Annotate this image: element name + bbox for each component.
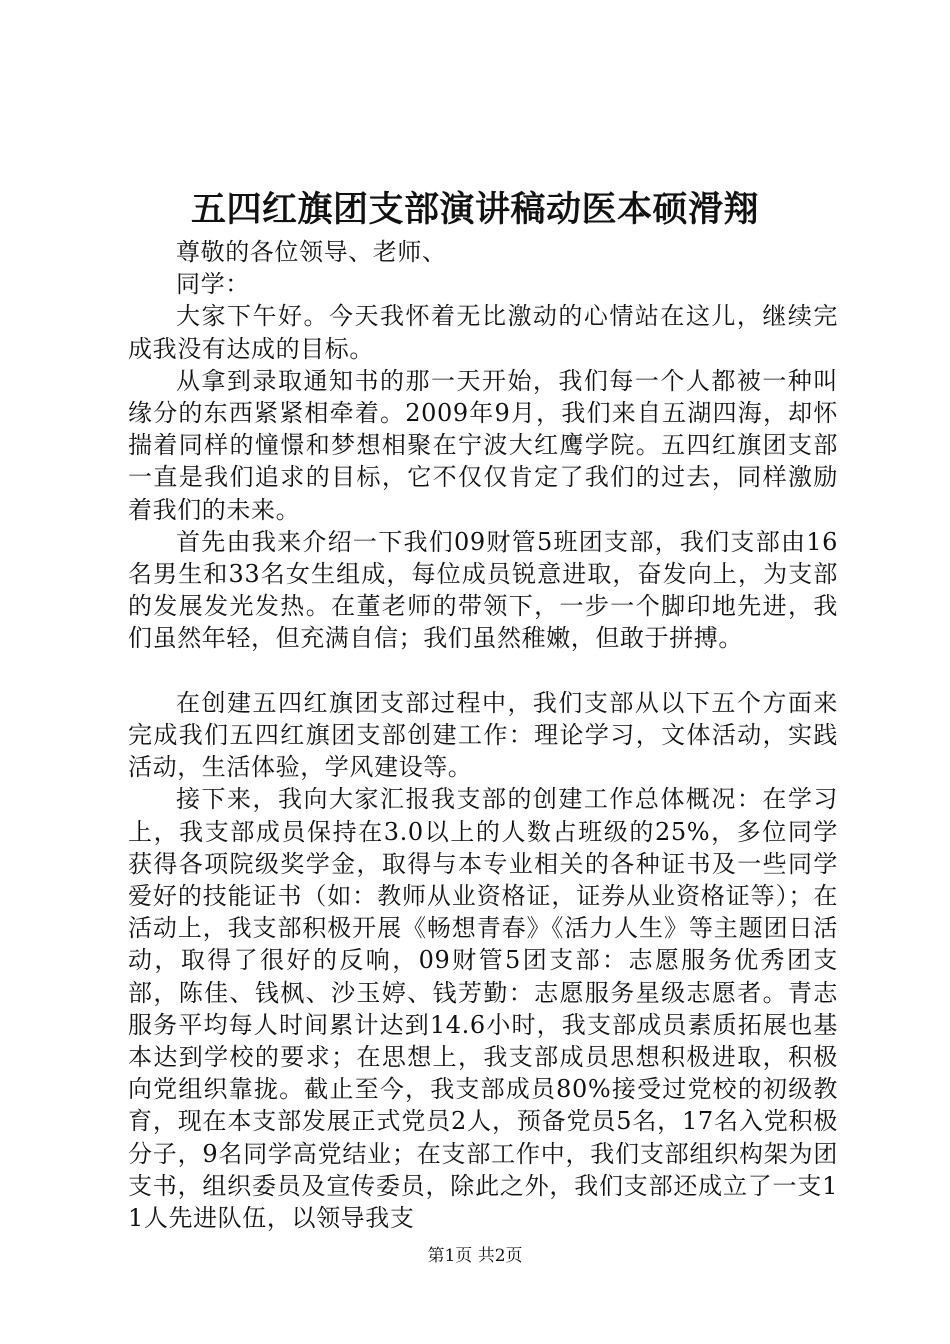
salutation-line-1: 尊敬的各位领导、老师、 bbox=[176, 238, 447, 266]
paragraph-greeting: 大家下午好。今天我怀着无比激动的心情站在这儿，继续完成我没有达成的目标。 bbox=[128, 302, 838, 363]
paragraph-report: 接下来，我向大家汇报我支部的创建工作总体概况：在学习上，我支部成员保持在3.0以上的人数占班级的25%，多位同学获得各项院级奖学金，取得与本专业相关的各种证书及一些同学爱好的技能证书（如：教师从业资格证，证券从业资格证等）；在活动上，我支部积极开展《畅想青春》《活力人生》等主题团日活动，取得了很好的反响，09财管5团支部：志愿服务优秀团支部，陈佳、钱枫、沙玉婷、钱芳勤：志愿服务星级志愿者。青志服务平均每人时间累计达到14.6小时，我支部成员素质拓展也基本达到学校的要求；在思想上，我支部成员思想积极进取，积极向党组织靠拢。截止至今，我支部成员80%接受过党校的初级教育，现在本支部发展正式党员2人，预备党员5名，17名入党积极分子，9名同学高党结业；在支部工作中，我们支部组织构架为团支书，组织委员及宣传委员，除此之外，我们支部还成立了一支11人先进队伍，以领导我支 bbox=[128, 785, 838, 1233]
paragraph-introduction: 首先由我来介绍一下我们09财管5班团支部，我们支部由16名男生和33名女生组成，每位成员锐意进取，奋发向上，为支部的发展发光发热。在董老师的带领下，一步一个脚印地先进，我们虽然年轻，但充满自信；我们虽然稚嫩，但敢于拼搏。 bbox=[128, 527, 838, 653]
paragraph-origin: 从拿到录取通知书的那一天开始，我们每一个人都被一种叫缘分的东西紧紧相牵着。2009年9月，我们来自五湖四海，却怀揣着同样的憧憬和梦想相聚在宁波大红鹰学院。五四红旗团支部一直是我们追求的目标，它不仅仅肯定了我们的过去，同样激励着我们的未来。 bbox=[128, 366, 838, 524]
document-body bbox=[128, 236, 838, 1234]
salutation-line-2: 同学： bbox=[176, 270, 250, 299]
page-number-footer: 第1页 共2页 bbox=[427, 1246, 523, 1266]
paragraph-aspects: 在创建五四红旗团支部过程中，我们支部从以下五个方面来完成我们五四红旗团支部创建工作：理论学习，文体活动，实践活动，生活体验，学风建设等。 bbox=[128, 688, 838, 782]
document-title: 五四红旗团支部演讲稿动医本硕滑翔 bbox=[190, 189, 759, 230]
paragraph-spacer bbox=[128, 655, 838, 687]
